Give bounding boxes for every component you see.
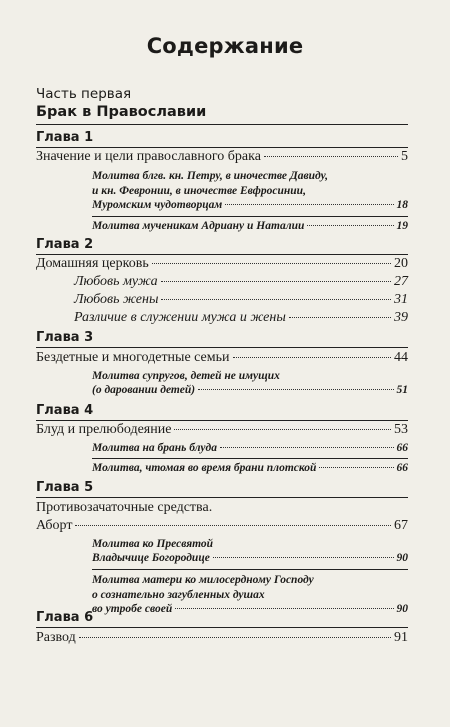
entry-title: Любовь жены <box>74 292 159 307</box>
prayer-line: о сознательно загубленных душах <box>92 589 265 601</box>
dot-leader <box>79 637 391 638</box>
entry-title: (о даровании детей) <box>92 384 196 396</box>
entry-page: 31 <box>394 292 408 307</box>
toc-entry[interactable] <box>36 422 408 438</box>
entry-page: 20 <box>394 256 408 271</box>
chapter-6-divider <box>36 627 408 628</box>
dot-leader <box>264 156 398 157</box>
entry-page: 18 <box>396 199 408 211</box>
entry-page: 39 <box>394 310 408 325</box>
dot-leader <box>225 204 393 205</box>
prayer-divider <box>92 569 408 570</box>
toc-prayer-entry[interactable] <box>92 552 408 564</box>
dot-leader <box>213 557 394 558</box>
toc-prayer-entry[interactable] <box>92 220 408 232</box>
entry-title: Блуд и прелюбодеяние <box>36 422 172 437</box>
part-title: Брак в Православии <box>36 104 207 120</box>
chapter-5-heading: Глава 5 <box>36 480 94 495</box>
toc-prayer-entry[interactable] <box>92 462 408 474</box>
page-title: Содержание <box>146 34 304 58</box>
entry-page: 90 <box>396 552 408 564</box>
prayer-line: Молитва супругов, детей не имущих <box>92 370 280 382</box>
chapter-1-divider <box>36 147 408 148</box>
dot-leader <box>174 429 391 430</box>
toc-entry[interactable] <box>36 256 408 272</box>
entry-title: Любовь мужа <box>74 274 158 289</box>
chapter-3-heading: Глава 3 <box>36 330 94 345</box>
entry-title: Различие в служении мужа и жены <box>74 310 286 325</box>
chapter-4-divider <box>36 420 408 421</box>
dot-leader <box>175 608 393 609</box>
entry-title: Молитва, чтомая во время брани плотской <box>92 462 317 474</box>
entry-title: Владычице Богородице <box>92 552 210 564</box>
entry-title: Домашняя церковь <box>36 256 149 271</box>
entry-title: Муромским чудотворцам <box>92 199 223 211</box>
entry-page: 27 <box>394 274 408 289</box>
chapter-2-divider <box>36 254 408 255</box>
entry-page: 91 <box>394 630 408 645</box>
chapter-1-heading: Глава 1 <box>36 130 94 145</box>
dot-leader <box>161 299 391 300</box>
entry-title: Развод <box>36 630 76 645</box>
part-divider <box>36 124 408 125</box>
entry-title: Бездетные и многодетные семьи <box>36 350 230 365</box>
entry-title: Молитва на брань блуда <box>92 442 217 454</box>
toc-entry[interactable] <box>36 350 408 366</box>
entry-page: 44 <box>394 350 408 365</box>
dot-leader <box>319 467 393 468</box>
chapter-6-heading: Глава 6 <box>36 610 94 625</box>
part-label: Часть первая <box>36 86 132 102</box>
dot-leader <box>307 225 393 226</box>
toc-prayer-entry[interactable] <box>92 603 408 615</box>
entry-page: 5 <box>401 149 408 164</box>
prayer-line: и кн. Февронии, в иночестве Евфросинии, <box>92 185 306 197</box>
toc-prayer-entry[interactable] <box>92 442 408 454</box>
prayer-line: Молитва ко Пресвятой <box>92 538 214 550</box>
dot-leader <box>161 281 391 282</box>
entry-page: 66 <box>396 442 408 454</box>
prayer-line: Молитва матери ко милосердному Господу <box>92 574 314 586</box>
dot-leader <box>289 317 391 318</box>
chapter-4-heading: Глава 4 <box>36 403 94 418</box>
dot-leader <box>198 389 393 390</box>
prayer-divider <box>92 216 408 217</box>
entry-page: 66 <box>396 462 408 474</box>
entry-page: 53 <box>394 422 408 437</box>
chapter-3-divider <box>36 347 408 348</box>
chapter-5-divider <box>36 497 408 498</box>
dot-leader <box>233 357 391 358</box>
entry-title: во утробе своей <box>92 603 173 615</box>
entry-page: 67 <box>394 518 408 533</box>
entry-page: 19 <box>396 220 408 232</box>
toc-entry[interactable] <box>36 518 408 534</box>
entry-line: Противозачаточные средства. <box>36 500 213 515</box>
toc-subentry[interactable] <box>74 274 408 290</box>
prayer-line: Молитва блгв. кн. Петру, в иночестве Давиду, <box>92 170 328 182</box>
toc-entry[interactable] <box>36 149 408 165</box>
toc-subentry[interactable] <box>74 292 408 308</box>
dot-leader <box>220 447 394 448</box>
toc-subentry[interactable] <box>74 310 408 326</box>
entry-title: Значение и цели православного брака <box>36 149 261 164</box>
entry-page: 51 <box>396 384 408 396</box>
entry-title: Аборт <box>36 518 73 533</box>
toc-entry[interactable] <box>36 630 408 646</box>
dot-leader <box>152 263 391 264</box>
prayer-divider <box>92 458 408 459</box>
chapter-2-heading: Глава 2 <box>36 237 94 252</box>
entry-page: 90 <box>396 603 408 615</box>
entry-title: Молитва мученикам Адриану и Наталии <box>92 220 305 232</box>
toc-prayer-entry[interactable] <box>92 199 408 211</box>
dot-leader <box>75 525 391 526</box>
toc-prayer-entry[interactable] <box>92 384 408 396</box>
